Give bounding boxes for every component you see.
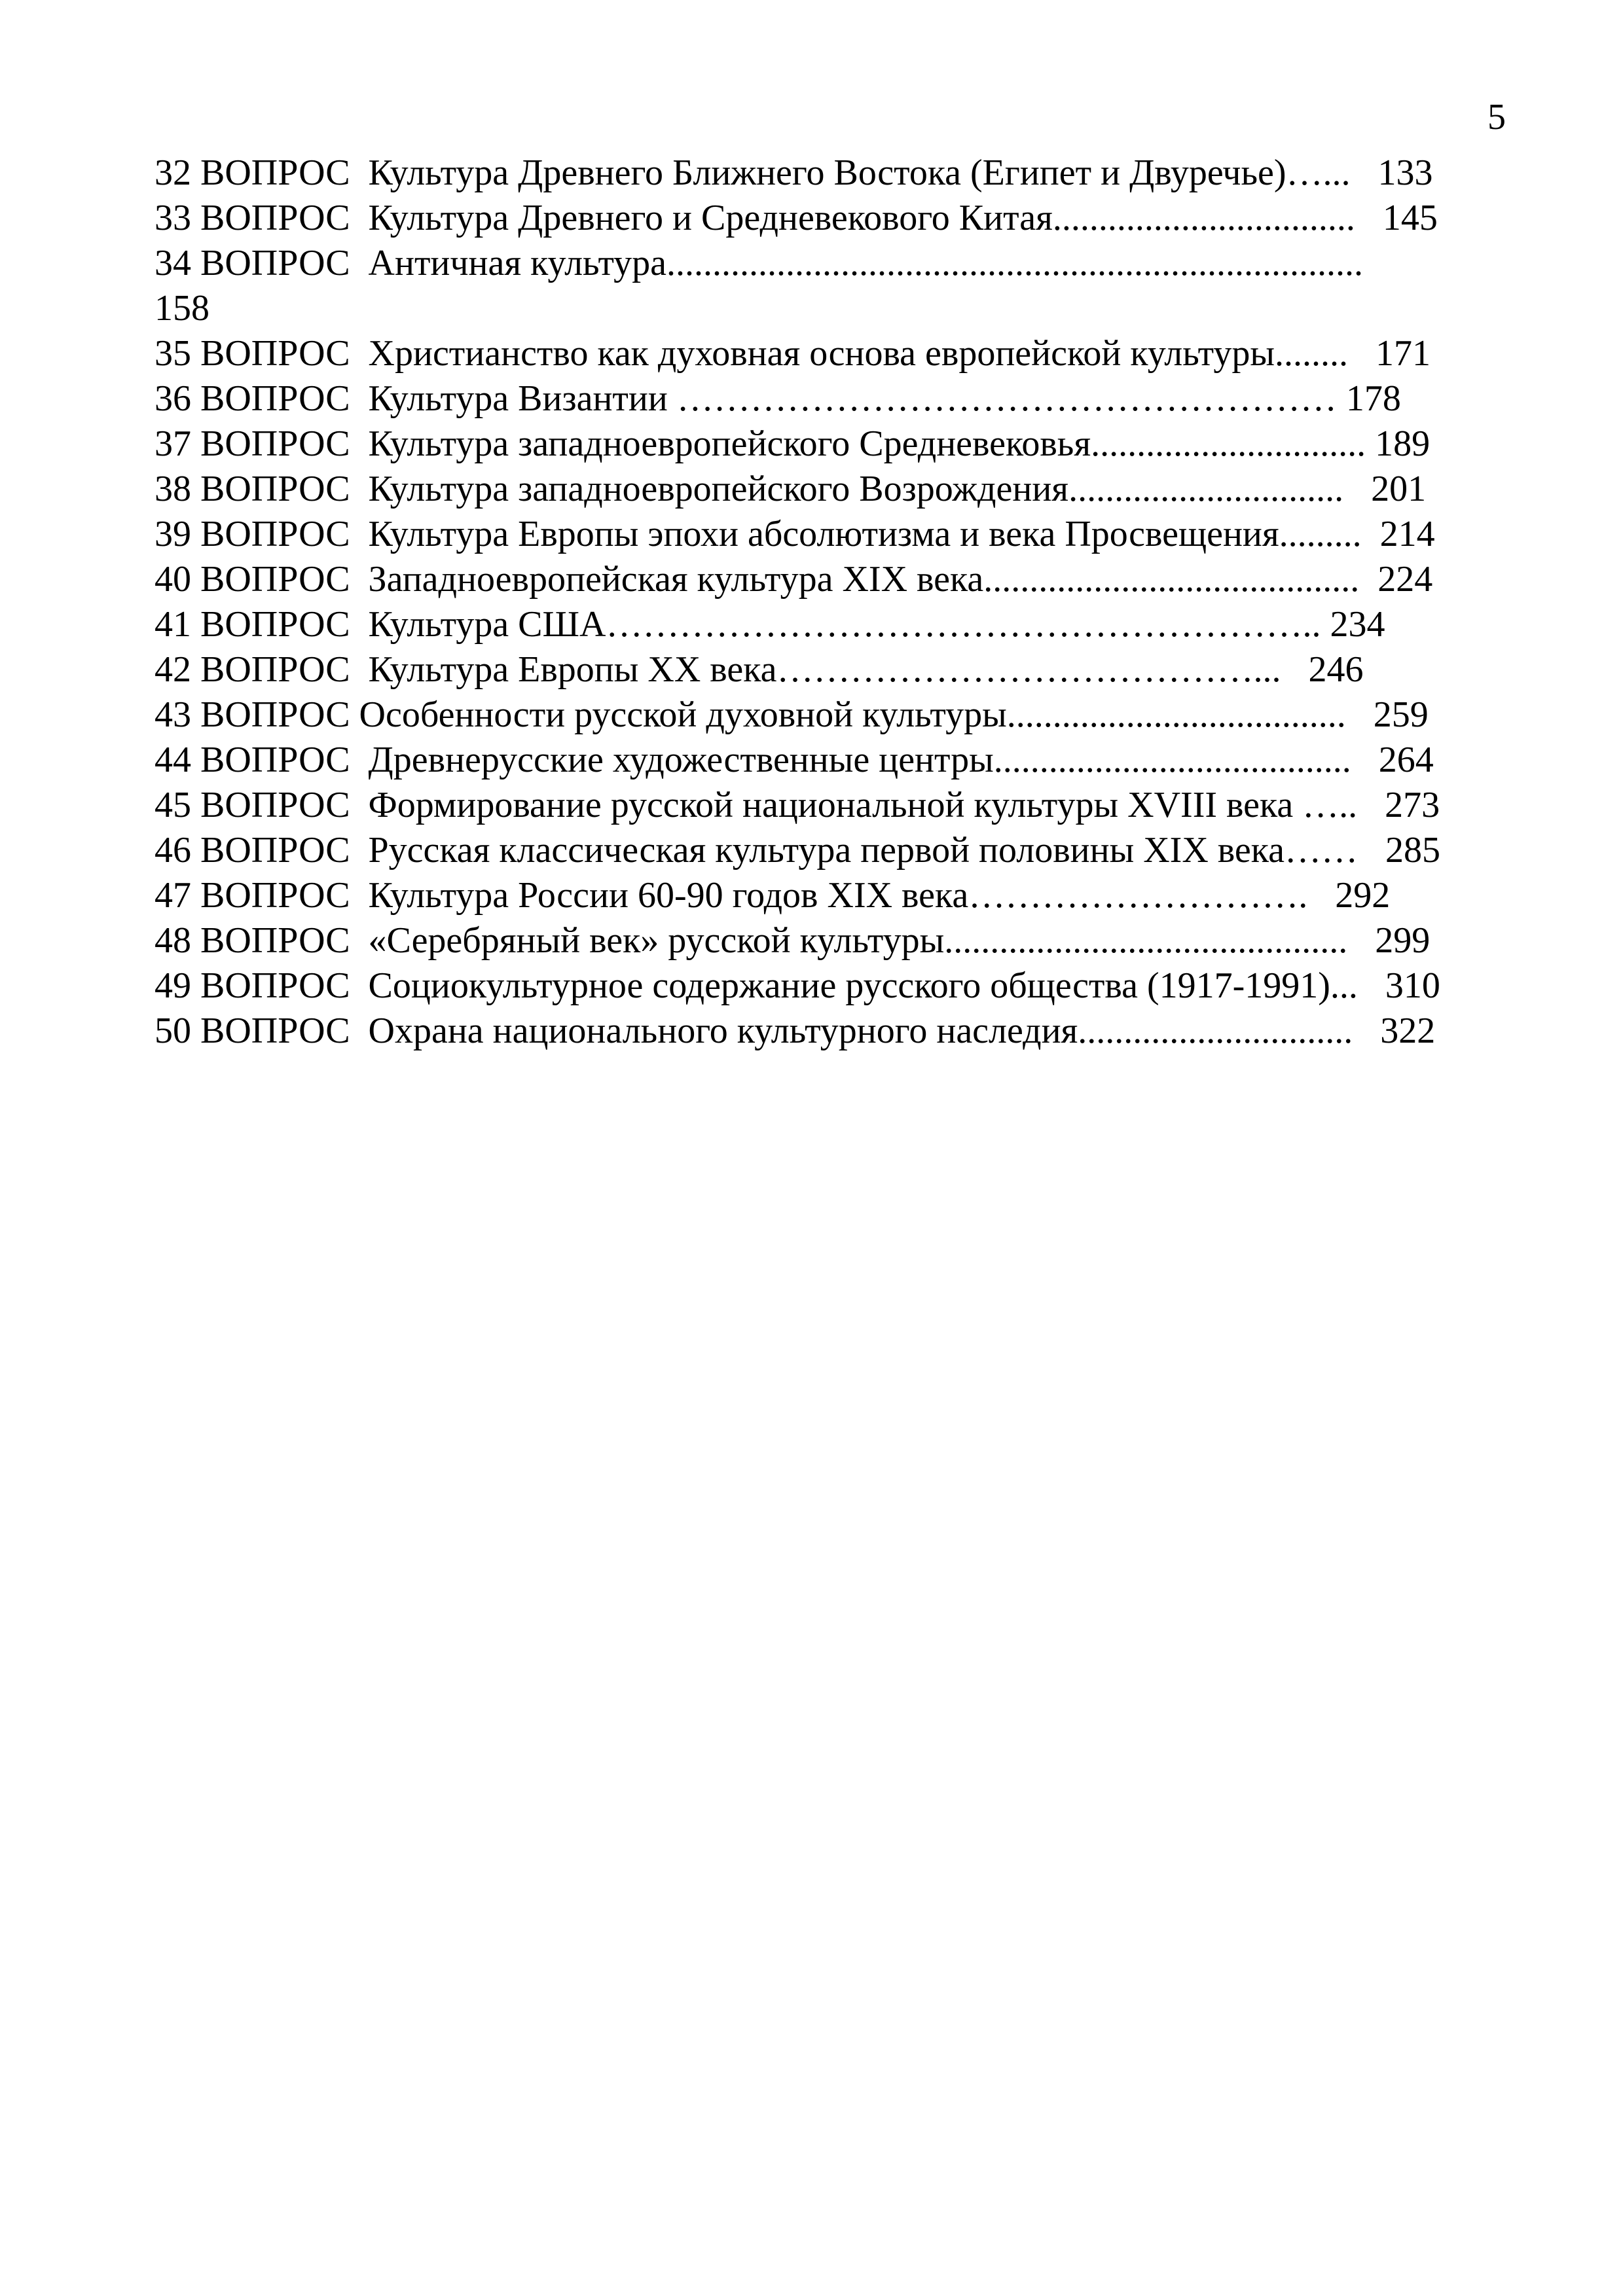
toc-line: 44 ВОПРОС Древнерусские художественные центры....................................... 264 (155, 740, 1434, 780)
toc-line: 49 ВОПРОС Социокультурное содержание русского общества (1917-1991)... 310 (155, 965, 1440, 1006)
toc-line: 32 ВОПРОС Культура Древнего Ближнего Востока (Египет и Двуречье)…... 133 (155, 152, 1433, 193)
toc-line: 50 ВОПРОС Охрана национального культурного наследия.............................. 322 (155, 1011, 1436, 1051)
toc-line: 35 ВОПРОС Христианство как духовная основа европейской культуры........ 171 (155, 333, 1431, 374)
toc-line: 34 ВОПРОС Античная культура............................................................................ (155, 243, 1364, 283)
table-of-contents (155, 151, 1523, 1054)
toc-line: 39 ВОПРОС Культура Европы эпохи абсолютизма и века Просвещения......... 214 (155, 514, 1435, 554)
toc-line: 158 (155, 288, 210, 329)
toc-line: 42 ВОПРОС Культура Европы XX века…………………………………... 246 (155, 649, 1364, 690)
toc-line: 38 ВОПРОС Культура западноевропейского Возрождения.............................. 201 (155, 469, 1427, 509)
toc-line: 33 ВОПРОС Культура Древнего и Средневекового Китая................................. 145 (155, 198, 1438, 238)
toc-line: 46 ВОПРОС Русская классическая культура первой половины XIX века…… 285 (155, 830, 1440, 870)
toc-line: 43 ВОПРОС Особенности русской духовной культуры..................................... 259 (155, 694, 1429, 735)
toc-line: 45 ВОПРОС Формирование русской национальной культуры XVIII века ….. 273 (155, 785, 1440, 825)
page-number: 5 (1487, 97, 1506, 137)
toc-line: 48 ВОПРОС «Серебряный век» русской культуры............................................ 299 (155, 920, 1431, 961)
toc-line: 47 ВОПРОС Культура России 60-90 годов XIX века………………………. 292 (155, 875, 1391, 916)
toc-line: 41 ВОПРОС Культура США………………………………………………….. 234 (155, 604, 1385, 645)
toc-line: 36 ВОПРОС Культура Византии ……………………………………………… 178 (155, 378, 1401, 419)
toc-line: 40 ВОПРОС Западноевропейская культура XIX века......................................... 224 (155, 559, 1433, 600)
toc-line: 37 ВОПРОС Культура западноевропейского Средневековья.............................. 189 (155, 423, 1431, 464)
